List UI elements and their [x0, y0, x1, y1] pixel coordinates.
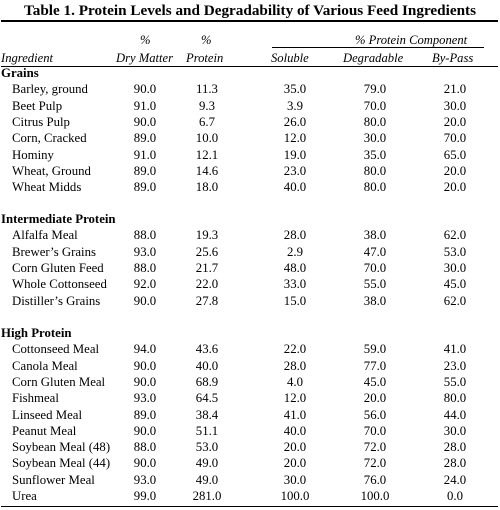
ingredient-name: Brewer’s Grains — [12, 244, 96, 259]
section-heading: High Protein — [1, 326, 72, 340]
dry-matter-cell: 92.0 — [133, 277, 157, 292]
ingredient-name: Distiller’s Grains — [12, 293, 101, 308]
ingredient-name: Wheat, Ground — [12, 163, 91, 178]
bypass-cell: 30.0 — [443, 98, 467, 113]
bypass-cell: 23.0 — [443, 358, 467, 373]
protein-cell: 22.0 — [195, 277, 219, 292]
soluble-cell: 15.0 — [283, 293, 307, 308]
ingredient-name: Corn Gluten Meal — [12, 374, 106, 389]
dry-matter-cell: 89.0 — [133, 131, 157, 146]
bypass-cell: 30.0 — [443, 260, 467, 275]
table-row — [0, 227, 500, 243]
dry-matter-cell: 88.0 — [133, 440, 157, 455]
ingredient-name: Peanut Meal — [12, 423, 77, 438]
dry-matter-cell: 93.0 — [133, 391, 157, 406]
soluble-cell: 33.0 — [283, 277, 307, 292]
protein-cell: 18.0 — [195, 180, 219, 195]
dry-matter-cell: 99.0 — [133, 489, 157, 503]
ingredient-name: Sunflower Meal — [12, 472, 95, 487]
soluble-cell: 20.0 — [283, 456, 307, 471]
table-row — [0, 114, 500, 130]
bypass-cell: 62.0 — [443, 293, 467, 308]
degradable-cell: 38.0 — [363, 228, 387, 243]
ingredient-name: Whole Cottonseed — [12, 277, 107, 292]
protein-cell: 11.3 — [196, 82, 218, 97]
bypass-column-header: By-Pass — [432, 51, 474, 65]
protein-cell: 38.4 — [195, 407, 219, 422]
ingredient-name: Alfalfa Meal — [12, 228, 78, 243]
table-row — [0, 455, 500, 471]
dry-matter-cell: 89.0 — [133, 180, 157, 195]
soluble-cell: 12.0 — [283, 391, 307, 406]
bypass-cell: 55.0 — [443, 374, 467, 389]
table-row — [0, 439, 500, 455]
degradable-cell: 76.0 — [363, 472, 387, 487]
degradable-cell: 38.0 — [363, 293, 387, 308]
header-bottom-rule — [1, 66, 498, 67]
bypass-cell: 28.0 — [443, 440, 467, 455]
protein-component-group-rule — [272, 47, 484, 48]
table-row — [0, 98, 500, 114]
ingredient-name: Urea — [12, 489, 37, 503]
bypass-cell: 21.0 — [443, 82, 467, 97]
protein-cell: 6.7 — [199, 114, 215, 129]
dry-matter-cell: 90.0 — [133, 114, 157, 129]
protein-cell: 49.0 — [195, 456, 219, 471]
table-row — [0, 147, 500, 163]
soluble-cell: 12.0 — [283, 131, 307, 146]
degradable-cell: 80.0 — [363, 163, 387, 178]
protein-cell: 25.6 — [195, 244, 219, 259]
table-row — [0, 163, 500, 179]
ingredient-name: Beet Pulp — [12, 98, 63, 113]
dry-matter-cell: 88.0 — [133, 260, 157, 275]
degradable-cell: 47.0 — [363, 244, 387, 259]
table-row — [0, 472, 500, 488]
dry-matter-cell: 88.0 — [133, 228, 157, 243]
degradable-cell: 59.0 — [363, 342, 387, 357]
degradable-cell: 80.0 — [363, 180, 387, 195]
table-row — [0, 81, 500, 97]
protein-cell: 51.1 — [195, 423, 219, 438]
table-row — [0, 390, 500, 406]
soluble-cell: 4.0 — [287, 374, 303, 389]
bypass-cell: 30.0 — [443, 423, 467, 438]
protein-cell: 12.1 — [195, 147, 219, 162]
degradable-cell: 30.0 — [363, 131, 387, 146]
protein-cell: 68.9 — [195, 374, 219, 389]
table-bottom-rule — [1, 506, 498, 507]
soluble-cell: 40.0 — [283, 180, 307, 195]
table-row — [0, 260, 500, 276]
protein-cell: 9.3 — [199, 98, 215, 113]
soluble-cell: 41.0 — [283, 407, 307, 422]
degradable-cell: 77.0 — [363, 358, 387, 373]
table-row — [0, 358, 500, 374]
soluble-cell: 20.0 — [283, 440, 307, 455]
dry-matter-cell: 89.0 — [133, 163, 157, 178]
dry-matter-percent-label: % — [140, 33, 151, 47]
dry-matter-cell: 89.0 — [133, 407, 157, 422]
dry-matter-cell: 90.0 — [133, 358, 157, 373]
ingredient-name: Hominy — [12, 147, 54, 162]
table-row — [0, 276, 500, 292]
degradable-cell: 79.0 — [363, 82, 387, 97]
bypass-cell: 28.0 — [443, 456, 467, 471]
protein-cell: 64.5 — [195, 391, 219, 406]
degradable-cell: 80.0 — [363, 114, 387, 129]
protein-cell: 53.0 — [195, 440, 219, 455]
soluble-cell: 23.0 — [283, 163, 307, 178]
degradable-cell: 56.0 — [363, 407, 387, 422]
bypass-cell: 80.0 — [443, 391, 467, 406]
degradable-cell: 45.0 — [363, 374, 387, 389]
soluble-column-header: Soluble — [271, 51, 309, 65]
bypass-cell: 20.0 — [443, 163, 467, 178]
soluble-cell: 48.0 — [283, 260, 307, 275]
dry-matter-cell: 93.0 — [133, 244, 157, 259]
table-row — [0, 293, 500, 309]
degradable-cell: 70.0 — [363, 98, 387, 113]
table-row — [0, 341, 500, 357]
soluble-cell: 28.0 — [283, 228, 307, 243]
bypass-cell: 24.0 — [443, 472, 467, 487]
dry-matter-cell: 90.0 — [133, 82, 157, 97]
protein-column-header: Protein — [186, 51, 224, 65]
protein-percent-label: % — [201, 33, 212, 47]
dry-matter-column-header: Dry Matter — [116, 51, 174, 65]
title-underline — [1, 20, 498, 22]
table-title: Table 1. Protein Levels and Degradability of Various Feed Ingredients — [24, 2, 476, 19]
ingredient-column-header: Ingredient — [1, 51, 53, 65]
dry-matter-cell: 91.0 — [133, 147, 157, 162]
degradable-cell: 55.0 — [363, 277, 387, 292]
protein-cell: 27.8 — [195, 293, 219, 308]
protein-cell: 43.6 — [195, 342, 219, 357]
dry-matter-cell: 93.0 — [133, 472, 157, 487]
dry-matter-cell: 90.0 — [133, 293, 157, 308]
dry-matter-cell: 90.0 — [133, 456, 157, 471]
bypass-cell: 45.0 — [443, 277, 467, 292]
soluble-cell: 22.0 — [283, 342, 307, 357]
bypass-cell: 53.0 — [443, 244, 467, 259]
degradable-cell: 70.0 — [363, 423, 387, 438]
bypass-cell: 65.0 — [443, 147, 467, 162]
table-row — [0, 130, 500, 146]
degradable-column-header: Degradable — [343, 51, 404, 65]
dry-matter-cell: 94.0 — [133, 342, 157, 357]
ingredient-name: Fishmeal — [12, 391, 59, 406]
protein-cell: 21.7 — [195, 260, 219, 275]
soluble-cell: 3.9 — [287, 98, 303, 113]
table-row — [0, 179, 500, 195]
ingredient-name: Linseed Meal — [12, 407, 83, 422]
bypass-cell: 20.0 — [443, 114, 467, 129]
ingredient-name: Corn, Cracked — [12, 131, 87, 146]
soluble-cell: 2.9 — [287, 244, 303, 259]
soluble-cell: 28.0 — [283, 358, 307, 373]
dry-matter-cell: 91.0 — [133, 98, 157, 113]
ingredient-name: Citrus Pulp — [12, 114, 70, 129]
bypass-cell: 41.0 — [443, 342, 467, 357]
protein-cell: 49.0 — [195, 472, 219, 487]
degradable-cell: 20.0 — [363, 391, 387, 406]
bypass-cell: 62.0 — [443, 228, 467, 243]
protein-cell: 40.0 — [195, 358, 219, 373]
soluble-cell: 35.0 — [283, 82, 307, 97]
soluble-cell: 40.0 — [283, 423, 307, 438]
ingredient-name: Soybean Meal (48) — [12, 440, 111, 455]
soluble-cell: 26.0 — [283, 114, 307, 129]
bypass-cell: 44.0 — [443, 407, 467, 422]
degradable-cell: 72.0 — [363, 440, 387, 455]
section-heading: Intermediate Protein — [1, 212, 116, 226]
bypass-cell: 0.0 — [447, 489, 463, 503]
ingredient-name: Soybean Meal (44) — [12, 456, 111, 471]
degradable-cell: 72.0 — [363, 456, 387, 471]
ingredient-name: Corn Gluten Feed — [12, 260, 104, 275]
bypass-cell: 20.0 — [443, 180, 467, 195]
protein-cell: 10.0 — [195, 131, 219, 146]
protein-cell: 14.6 — [195, 163, 219, 178]
protein-component-group-label: % Protein Component — [355, 33, 468, 47]
table-row — [0, 244, 500, 260]
soluble-cell: 100.0 — [280, 489, 310, 503]
table-row — [0, 374, 500, 390]
ingredient-name: Canola Meal — [12, 358, 78, 373]
dry-matter-cell: 90.0 — [133, 423, 157, 438]
ingredient-name: Barley, ground — [12, 82, 88, 97]
table-row — [0, 407, 500, 423]
soluble-cell: 19.0 — [283, 147, 307, 162]
table-row — [0, 488, 500, 504]
degradable-cell: 100.0 — [360, 489, 390, 503]
section-heading: Grains — [1, 66, 39, 80]
table-row — [0, 423, 500, 439]
dry-matter-cell: 90.0 — [133, 374, 157, 389]
ingredient-name: Wheat Midds — [12, 180, 82, 195]
degradable-cell: 70.0 — [363, 260, 387, 275]
degradable-cell: 35.0 — [363, 147, 387, 162]
soluble-cell: 30.0 — [283, 472, 307, 487]
protein-cell: 19.3 — [195, 228, 219, 243]
protein-cell: 281.0 — [192, 489, 222, 503]
ingredient-name: Cottonseed Meal — [12, 342, 100, 357]
bypass-cell: 70.0 — [443, 131, 467, 146]
